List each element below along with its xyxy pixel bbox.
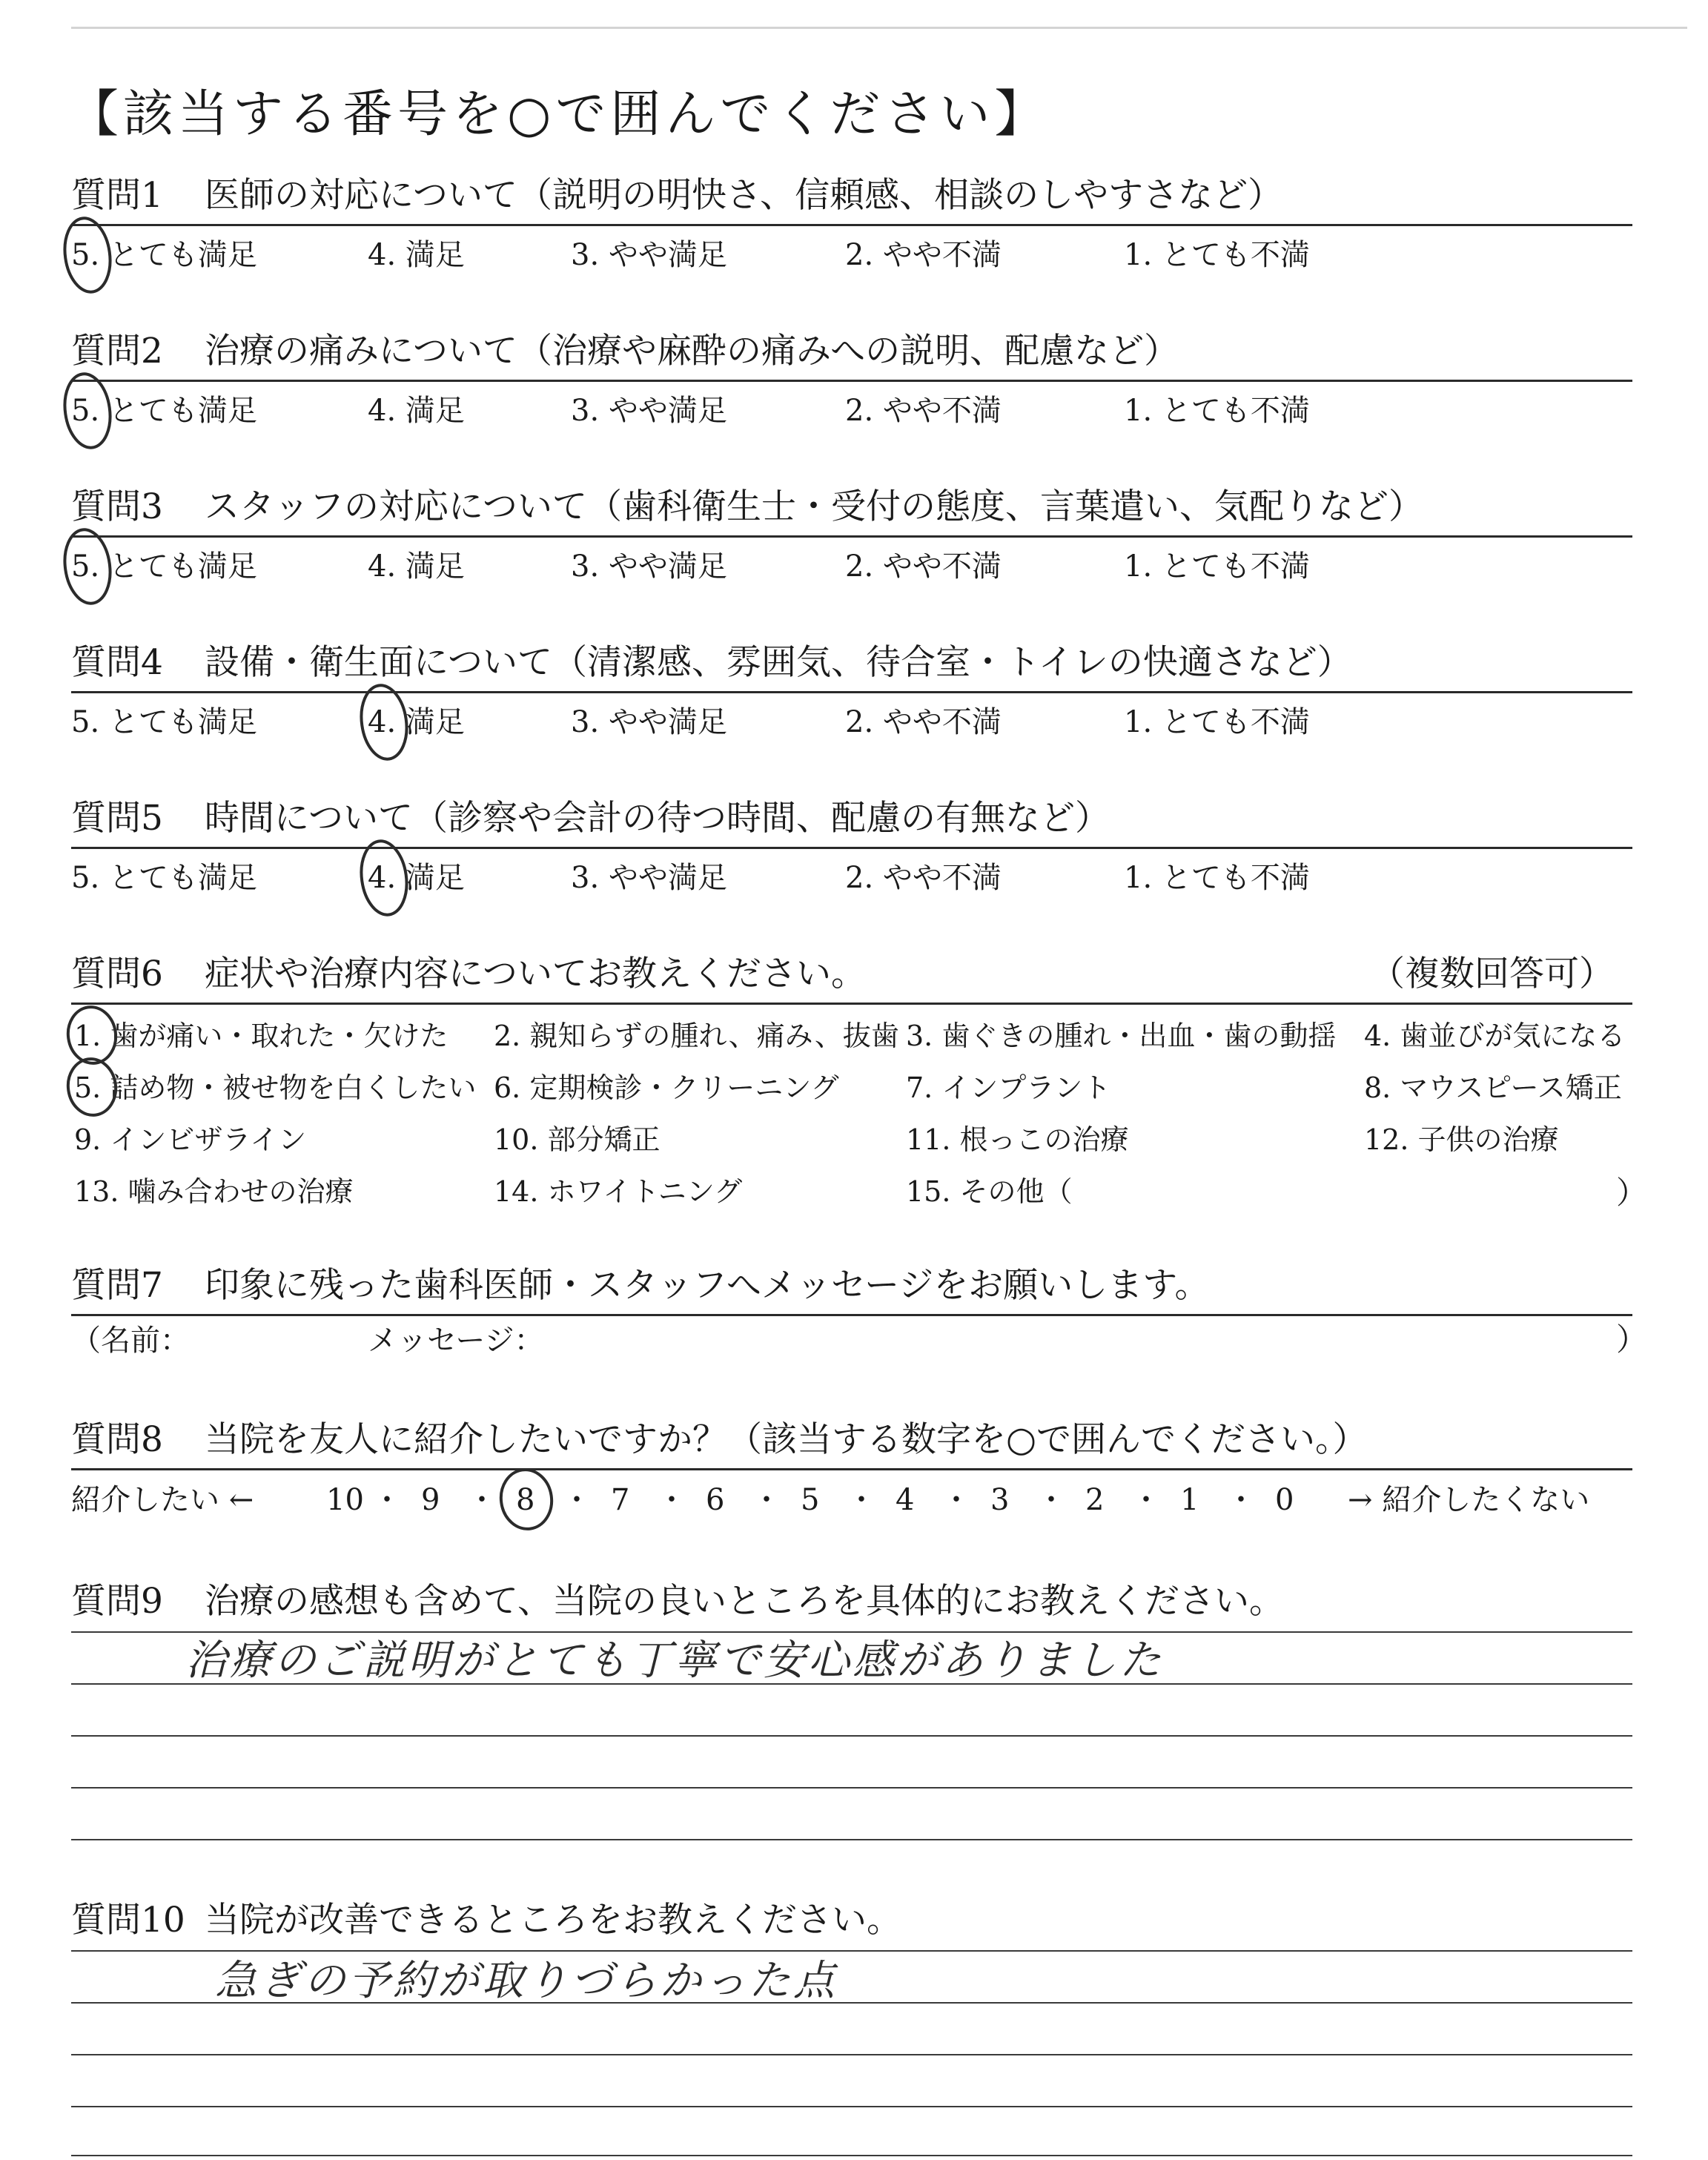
q5-option-5[interactable]: 5. とても満足: [71, 861, 257, 895]
q1-text: 医師の対応について（説明の明快さ、信頼感、相談のしやすさなど）: [205, 175, 1283, 216]
q8-scale-separator: ・: [847, 1483, 876, 1517]
q4-option-1[interactable]: 1. とても不満: [1124, 705, 1310, 739]
q8-scale-3[interactable]: 3: [990, 1483, 1010, 1517]
q8-title: [71, 1419, 1368, 1460]
q6-item-10[interactable]: 10. 部分矯正: [494, 1123, 661, 1156]
q8-scale-0[interactable]: 0: [1275, 1483, 1294, 1517]
q5-title: [71, 798, 1110, 839]
q8-scale-4[interactable]: 4: [896, 1483, 915, 1517]
q6-note: （複数回答可）: [1370, 954, 1614, 994]
q4-option-4[interactable]: 4. 満足: [368, 705, 465, 739]
q8-scale-separator: ・: [562, 1483, 592, 1517]
top-rule: [71, 27, 1687, 29]
q4-number: 質問4: [71, 642, 163, 683]
q9-text: 治療の感想も含めて、当院の良いところを具体的にお教えください。: [205, 1581, 1285, 1622]
q4-option-2[interactable]: 2. やや不満: [845, 705, 1002, 739]
q6-item-5[interactable]: 5. 詰め物・被せ物を白くしたい: [74, 1071, 477, 1104]
q3-option-5[interactable]: 5. とても満足: [71, 549, 257, 584]
q8-scale-5[interactable]: 5: [801, 1483, 820, 1517]
q9-line-4: [71, 1787, 1632, 1789]
q8-scale-6[interactable]: 6: [706, 1483, 725, 1517]
q5-rule: [71, 847, 1632, 849]
q7-number: 質問7: [71, 1265, 163, 1306]
q10-line-1: [71, 1950, 1632, 1952]
q8-scale-separator: ・: [752, 1483, 781, 1517]
q4-title: [71, 642, 1352, 683]
q9-handwritten-answer: 治療のご説明がとても丁寧で安心感がありました: [185, 1636, 1164, 1685]
q8-scale-separator: ・: [941, 1483, 971, 1517]
q5-number: 質問5: [71, 798, 163, 839]
q6-title: [71, 954, 867, 994]
q1-rule: [71, 224, 1632, 226]
q3-rule: [71, 535, 1632, 538]
q8-scale-8[interactable]: 8: [516, 1483, 535, 1517]
q6-item-15[interactable]: 15. その他（: [906, 1175, 1073, 1208]
q5-option-1[interactable]: 1. とても不満: [1124, 861, 1310, 895]
q6-item-3[interactable]: 3. 歯ぐきの腫れ・出血・歯の動揺: [906, 1020, 1337, 1052]
q10-line-3: [71, 2054, 1632, 2055]
q1-option-3[interactable]: 3. やや満足: [571, 238, 727, 272]
q9-title: [71, 1581, 1285, 1622]
q5-option-3[interactable]: 3. やや満足: [571, 861, 727, 895]
q8-rule: [71, 1468, 1632, 1470]
q8-scale-7[interactable]: 7: [611, 1483, 630, 1517]
q6-item-12[interactable]: 12. 子供の治療: [1364, 1123, 1559, 1156]
q7-title: [71, 1265, 1210, 1306]
q8-number: 質問8: [71, 1419, 163, 1460]
q2-option-5[interactable]: 5. とても満足: [71, 394, 257, 428]
q2-option-2[interactable]: 2. やや不満: [845, 394, 1002, 428]
q10-line-5: [71, 2155, 1632, 2156]
q8-scale-separator: ・: [657, 1483, 686, 1517]
q5-option-4[interactable]: 4. 満足: [368, 861, 465, 895]
q8-right-label: → 紹介したくない: [1348, 1483, 1590, 1517]
q5-text: 時間について（診察や会計の待つ時間、配慮の有無など）: [205, 798, 1110, 839]
q2-option-3[interactable]: 3. やや満足: [571, 394, 727, 428]
q8-scale-separator: ・: [467, 1483, 497, 1517]
q6-item-2[interactable]: 2. 親知らずの腫れ、痛み、抜歯: [494, 1020, 899, 1052]
page-header: 【該当する番号を○で囲んでください】: [68, 85, 1050, 144]
q1-title: [71, 175, 1283, 216]
q2-option-4[interactable]: 4. 満足: [368, 394, 465, 428]
q6-item-7[interactable]: 7. インプラント: [906, 1071, 1111, 1104]
q1-option-4[interactable]: 4. 満足: [368, 238, 465, 272]
q8-scale-separator: ・: [1131, 1483, 1161, 1517]
q7-name-label: （名前：: [71, 1324, 190, 1358]
q10-title: [71, 1900, 901, 1941]
q4-text: 設備・衛生面について（清潔感、雰囲気、待合室・トイレの快適さなど）: [205, 642, 1352, 683]
q4-rule: [71, 691, 1632, 693]
q8-scale-10[interactable]: 10: [326, 1483, 364, 1517]
q7-close: ）: [1616, 1321, 1648, 1358]
q10-handwritten-answer: 急ぎの予約が取りづらかった点: [215, 1957, 838, 2005]
q9-line-5: [71, 1839, 1632, 1840]
q8-scale-9[interactable]: 9: [421, 1483, 440, 1517]
q3-text: スタッフの対応について（歯科衛生士・受付の態度、言葉遣い、気配りなど）: [205, 486, 1424, 527]
q6-rule: [71, 1003, 1632, 1005]
q5-option-2[interactable]: 2. やや不満: [845, 861, 1002, 895]
q4-option-3[interactable]: 3. やや満足: [571, 705, 727, 739]
q4-option-5[interactable]: 5. とても満足: [71, 705, 257, 739]
q6-item-4[interactable]: 4. 歯並びが気になる: [1364, 1020, 1626, 1052]
q6-item-1[interactable]: 1. 歯が痛い・取れた・欠けた: [74, 1020, 448, 1052]
q6-item-14[interactable]: 14. ホワイトニング: [494, 1175, 743, 1208]
q3-option-1[interactable]: 1. とても不満: [1124, 549, 1310, 584]
q3-number: 質問3: [71, 486, 163, 527]
q9-line-1: [71, 1631, 1632, 1633]
q6-number: 質問6: [71, 954, 163, 994]
q6-other-close: ）: [1616, 1175, 1648, 1211]
q9-number: 質問9: [71, 1581, 163, 1622]
q3-title: [71, 486, 1424, 527]
q7-message-label: メッセージ：: [368, 1324, 544, 1358]
q3-option-4[interactable]: 4. 満足: [368, 549, 465, 584]
q6-item-13[interactable]: 13. 噛み合わせの治療: [74, 1175, 354, 1208]
q3-option-2[interactable]: 2. やや不満: [845, 549, 1002, 584]
q1-number: 質問1: [71, 175, 163, 216]
q8-scale-separator: ・: [1226, 1483, 1256, 1517]
q6-text: 症状や治療内容についてお教えください。: [205, 954, 867, 994]
q2-title: [71, 331, 1179, 371]
q8-left-label: 紹介したい ←: [71, 1483, 254, 1517]
q2-text: 治療の痛みについて（治療や麻酔の痛みへの説明、配慮など）: [205, 331, 1179, 371]
q2-option-1[interactable]: 1. とても不満: [1124, 394, 1310, 428]
q2-rule: [71, 380, 1632, 382]
q8-scale-1[interactable]: 1: [1180, 1483, 1199, 1517]
q2-number: 質問2: [71, 331, 163, 371]
q6-item-11[interactable]: 11. 根っこの治療: [906, 1123, 1129, 1156]
q6-item-8[interactable]: 8. マウスピース矯正: [1364, 1071, 1622, 1104]
q8-text: 当院を友人に紹介したいですか？（該当する数字を○で囲んでください。）: [205, 1419, 1368, 1460]
q10-number: 質問10: [71, 1900, 185, 1941]
q6-item-9[interactable]: 9. インビザライン: [74, 1123, 307, 1156]
q8-scale-separator: ・: [372, 1483, 402, 1517]
q8-scale-separator: ・: [1036, 1483, 1066, 1517]
q8-scale-2[interactable]: 2: [1085, 1483, 1105, 1517]
q7-text: 印象に残った歯科医師・スタッフへメッセージをお願いします。: [205, 1265, 1210, 1306]
q6-item-6[interactable]: 6. 定期検診・クリーニング: [494, 1071, 839, 1104]
q1-option-5[interactable]: 5. とても満足: [71, 238, 257, 272]
q3-option-3[interactable]: 3. やや満足: [571, 549, 727, 584]
q1-option-2[interactable]: 2. やや不満: [845, 238, 1002, 272]
q10-text: 当院が改善できるところをお教えください。: [205, 1900, 901, 1941]
q10-line-4: [71, 2106, 1632, 2107]
q7-rule: [71, 1314, 1632, 1316]
q9-line-3: [71, 1735, 1632, 1737]
q1-option-1[interactable]: 1. とても不満: [1124, 238, 1310, 272]
